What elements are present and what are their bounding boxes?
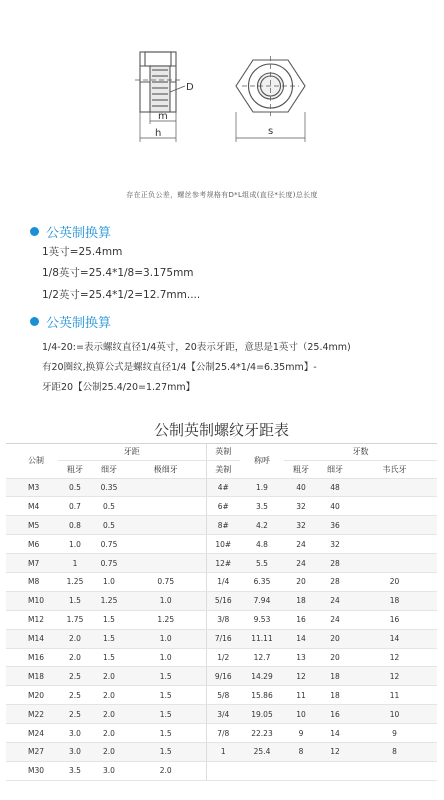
table-cell: M12: [6, 610, 58, 629]
table-row: [6, 572, 437, 591]
table-cell: 2.0: [92, 742, 126, 761]
table-cell: 2.0: [92, 667, 126, 686]
table-cell: 18: [318, 667, 352, 686]
table-title: 公制英制螺纹牙距表: [6, 416, 437, 444]
table-cell: [352, 535, 437, 554]
table-cell: 32: [284, 516, 318, 535]
table-cell: 40: [284, 478, 318, 497]
table-cell: 7/8: [206, 724, 240, 743]
table-cell: 5/16: [206, 591, 240, 610]
nut-side-view-and-top-view-drawing: [0, 0, 444, 215]
table-cell: 48: [318, 478, 352, 497]
table-cell: 0.75: [92, 554, 126, 573]
table-cell: 11.11: [240, 629, 284, 648]
bullet-dot-icon: [30, 317, 39, 326]
table-cell: [126, 478, 206, 497]
header-imperial: 英制: [206, 444, 240, 460]
table-cell: M5: [6, 516, 58, 535]
table-cell: 2.0: [92, 686, 126, 705]
conversion-paragraph: [42, 338, 422, 398]
table-cell: 1.25: [126, 610, 206, 629]
table-cell: 8: [284, 742, 318, 761]
table-row: [6, 629, 437, 648]
nut-drawings: [0, 0, 444, 215]
table-cell: M16: [6, 648, 58, 667]
table-cell: 1.25: [92, 591, 126, 610]
table-cell: 14.29: [240, 667, 284, 686]
table-cell: [352, 497, 437, 516]
table-cell: 12: [284, 667, 318, 686]
table-cell: 0.75: [92, 535, 126, 554]
table-row: [6, 610, 437, 629]
table-cell: M8: [6, 572, 58, 591]
table-cell: 22.23: [240, 724, 284, 743]
table-cell: M3: [6, 478, 58, 497]
table-cell: 2.5: [58, 705, 92, 724]
table-cell: M4: [6, 497, 58, 516]
table-cell: 28: [318, 572, 352, 591]
table-cell: 16: [284, 610, 318, 629]
table-cell: 1.5: [58, 591, 92, 610]
label-d: D: [186, 82, 194, 93]
header-row-top: [6, 444, 437, 460]
table-cell: 3.0: [58, 742, 92, 761]
table-row: [6, 667, 437, 686]
header-us: 美制: [206, 460, 240, 478]
header-nominal: 称呼: [240, 444, 284, 478]
table-cell: 7.94: [240, 591, 284, 610]
header-tpi: 牙数: [284, 444, 437, 460]
table-cell: 11: [284, 686, 318, 705]
label-h: h: [155, 128, 162, 139]
table-cell: 1.0: [58, 535, 92, 554]
table-cell: 1.5: [92, 610, 126, 629]
table-cell: 1.5: [126, 686, 206, 705]
table-cell: 2.0: [126, 761, 206, 780]
thread-pitch-table: [6, 416, 437, 781]
table-cell: 20: [352, 572, 437, 591]
table-cell: 24: [318, 591, 352, 610]
table-cell: 1.0: [126, 591, 206, 610]
section-heading-1: [30, 222, 111, 241]
table-cell: [126, 516, 206, 535]
table-cell: [206, 761, 240, 780]
table-cell: 1.5: [126, 724, 206, 743]
table-cell: 18: [318, 686, 352, 705]
table-cell: 0.8: [58, 516, 92, 535]
table-row: [6, 478, 437, 497]
table-cell: 20: [318, 648, 352, 667]
header-fine: 细牙: [92, 460, 126, 478]
table-row: [6, 705, 437, 724]
table-cell: 4#: [206, 478, 240, 497]
table-cell: [284, 761, 318, 780]
table-cell: 24: [284, 535, 318, 554]
table-cell: 4.8: [240, 535, 284, 554]
table-cell: 1/4: [206, 572, 240, 591]
table-cell: 36: [318, 516, 352, 535]
table-cell: 8: [352, 742, 437, 761]
header-coarse: 粗牙: [58, 460, 92, 478]
table-cell: 40: [318, 497, 352, 516]
section-heading-2: [30, 312, 111, 331]
table-cell: [352, 478, 437, 497]
table-cell: 2.5: [58, 667, 92, 686]
table-cell: 1.25: [58, 572, 92, 591]
table-cell: 1/2: [206, 648, 240, 667]
header-metric: 公制: [6, 444, 58, 478]
table-cell: 32: [318, 535, 352, 554]
bullet-dot-icon: [30, 227, 39, 236]
table-cell: 20: [284, 572, 318, 591]
table-cell: M20: [6, 686, 58, 705]
table-cell: 11: [352, 686, 437, 705]
table-cell: 3/4: [206, 705, 240, 724]
table-cell: 32: [284, 497, 318, 516]
table-cell: 0.5: [58, 478, 92, 497]
table-cell: [126, 497, 206, 516]
table-cell: 24: [318, 610, 352, 629]
table-row: [6, 648, 437, 667]
table-cell: 12: [352, 667, 437, 686]
table-cell: [352, 516, 437, 535]
table-cell: M27: [6, 742, 58, 761]
paragraph-line: 1/4-20:=表示螺纹直径1/4英寸，20表示牙距，意思是1英寸（25.4mm): [42, 342, 351, 353]
table-cell: 18: [284, 591, 318, 610]
table-cell: 10: [352, 705, 437, 724]
table-cell: 1.0: [126, 629, 206, 648]
table-cell: M14: [6, 629, 58, 648]
table-row: [6, 516, 437, 535]
table-cell: 1.75: [58, 610, 92, 629]
table-cell: 2.0: [58, 648, 92, 667]
table-cell: 9.53: [240, 610, 284, 629]
table-cell: 12: [318, 742, 352, 761]
table-cell: 18: [352, 591, 437, 610]
table-cell: 1.5: [126, 705, 206, 724]
table-cell: M22: [6, 705, 58, 724]
table-cell: 2.0: [58, 629, 92, 648]
table-cell: 3/8: [206, 610, 240, 629]
table-cell: M7: [6, 554, 58, 573]
table-cell: 5/8: [206, 686, 240, 705]
table-cell: 1.9: [240, 478, 284, 497]
table-cell: 1: [58, 554, 92, 573]
table-cell: 0.35: [92, 478, 126, 497]
drawing-caption: 存在正负公差，螺丝参考规格有D*L组成(直径*长度)总长度: [126, 191, 318, 199]
table-cell: 1.5: [126, 742, 206, 761]
label-s: s: [268, 126, 274, 137]
table-cell: 9/16: [206, 667, 240, 686]
table-cell: 6.35: [240, 572, 284, 591]
table-cell: M30: [6, 761, 58, 780]
table-cell: 9: [284, 724, 318, 743]
table-cell: 0.7: [58, 497, 92, 516]
table-cell: 13: [284, 648, 318, 667]
table-cell: 5.5: [240, 554, 284, 573]
table-cell: M24: [6, 724, 58, 743]
table-cell: 24: [284, 554, 318, 573]
table-row: [6, 686, 437, 705]
table-cell: 0.5: [92, 497, 126, 516]
table-cell: 3.5: [240, 497, 284, 516]
table-cell: M6: [6, 535, 58, 554]
table-cell: 8#: [206, 516, 240, 535]
table-cell: M10: [6, 591, 58, 610]
table-cell: 15.86: [240, 686, 284, 705]
table-cell: 3.5: [58, 761, 92, 780]
conversion-line: 1英寸=25.4mm: [42, 246, 123, 258]
table-cell: 10#: [206, 535, 240, 554]
table-cell: 0.75: [126, 572, 206, 591]
table-cell: 4.2: [240, 516, 284, 535]
table-cell: [352, 554, 437, 573]
table-cell: 2.5: [58, 686, 92, 705]
table-cell: 7/16: [206, 629, 240, 648]
paragraph-line: 有20圈纹,换算公式是螺纹直径1/4【公制25.4*1/4=6.35mm】-: [42, 362, 317, 373]
table-cell: 12#: [206, 554, 240, 573]
table-cell: 28: [318, 554, 352, 573]
table-cell: 10: [284, 705, 318, 724]
label-m: m: [158, 111, 168, 122]
table-cell: 9: [352, 724, 437, 743]
table-cell: 1.5: [92, 648, 126, 667]
table-row: [6, 742, 437, 761]
table-row: [6, 761, 437, 780]
conversion-line: 1/2英寸=25.4*1/2=12.7mm....: [42, 289, 201, 301]
table-cell: [352, 761, 437, 780]
table-row: [6, 724, 437, 743]
table-cell: 25.4: [240, 742, 284, 761]
table-cell: 14: [284, 629, 318, 648]
section-title: 公英制换算: [46, 316, 112, 331]
table-cell: 12: [352, 648, 437, 667]
table-cell: 1.0: [126, 648, 206, 667]
table-cell: [126, 535, 206, 554]
header-extra-fine: 极细牙: [126, 460, 206, 478]
header-whitworth: 韦氏牙: [352, 460, 437, 478]
header-tpi-coarse: 粗牙: [284, 460, 318, 478]
table-cell: 1.5: [126, 667, 206, 686]
table-cell: 3.0: [58, 724, 92, 743]
table-cell: [318, 761, 352, 780]
table-cell: 0.5: [92, 516, 126, 535]
table-cell: 1.5: [92, 629, 126, 648]
table-row: [6, 554, 437, 573]
table-body: [6, 478, 437, 780]
table-cell: 14: [352, 629, 437, 648]
table-cell: 2.0: [92, 705, 126, 724]
table-cell: 14: [318, 724, 352, 743]
header-pitch: 牙距: [58, 444, 206, 460]
conversion-line: 1/8英寸=25.4*1/8=3.175mm: [42, 267, 194, 279]
header-tpi-fine: 细牙: [318, 460, 352, 478]
header-row-bottom: [6, 460, 437, 478]
table-cell: 20: [318, 629, 352, 648]
pitch-table: [6, 444, 437, 781]
paragraph-line: 牙距20【公制25.4/20=1.27mm】: [42, 382, 196, 393]
section-title: 公英制换算: [46, 226, 112, 241]
table-cell: 12.7: [240, 648, 284, 667]
table-cell: 1: [206, 742, 240, 761]
table-cell: 1.0: [92, 572, 126, 591]
table-row: [6, 591, 437, 610]
table-row: [6, 497, 437, 516]
table-cell: M18: [6, 667, 58, 686]
table-cell: 3.0: [92, 761, 126, 780]
table-cell: 2.0: [92, 724, 126, 743]
table-cell: 16: [318, 705, 352, 724]
table-cell: [240, 761, 284, 780]
table-cell: [126, 554, 206, 573]
table-cell: 16: [352, 610, 437, 629]
table-cell: 6#: [206, 497, 240, 516]
table-cell: 19.05: [240, 705, 284, 724]
table-row: [6, 535, 437, 554]
